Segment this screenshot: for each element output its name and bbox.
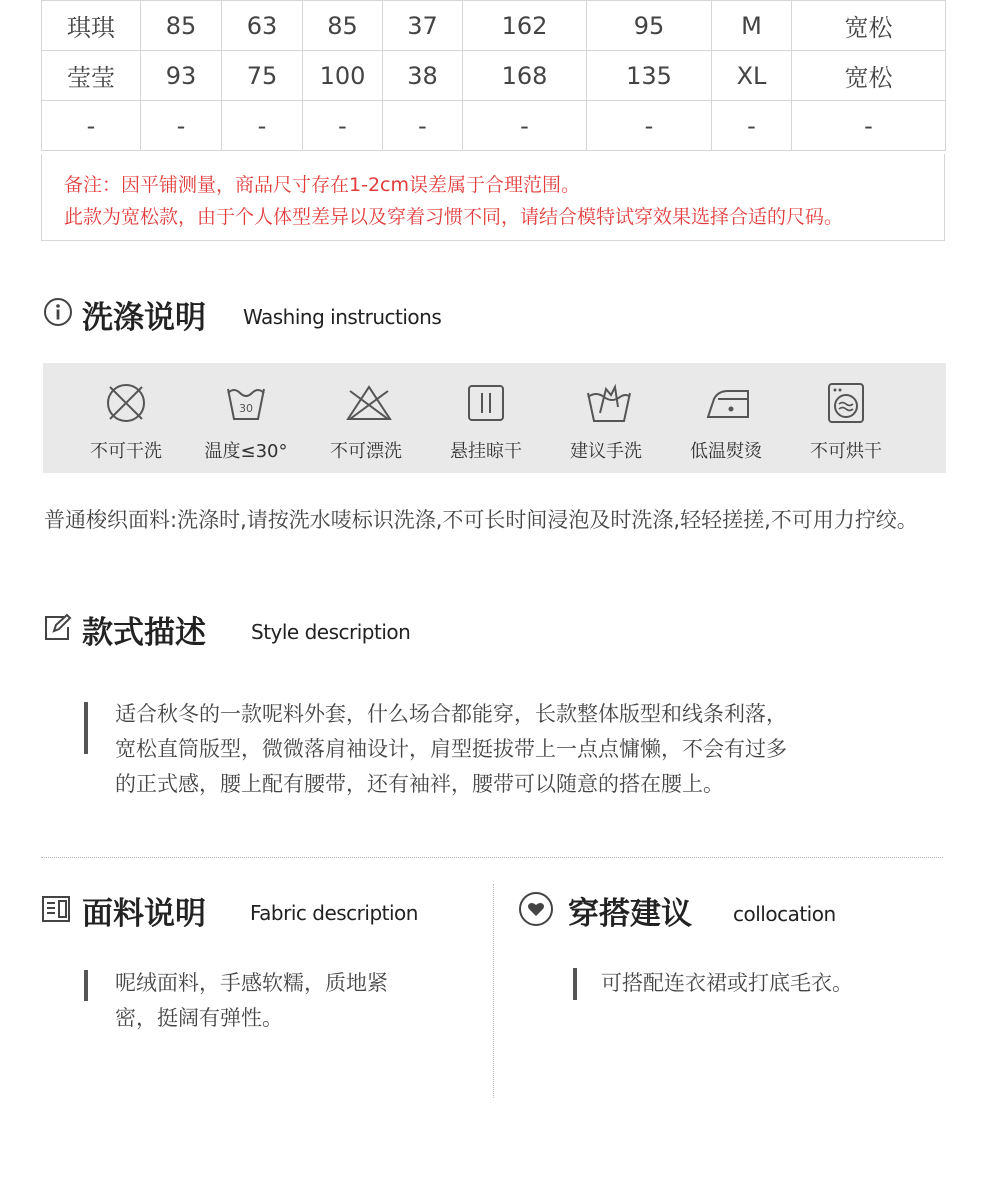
wash-label: 低温熨烫 [690, 441, 762, 462]
wash-temp-text: 30 [239, 402, 253, 415]
collocation-text [601, 966, 941, 1001]
wash-label: 不可烘干 [810, 441, 882, 462]
model-name-cell: - [42, 101, 141, 151]
size-cell: - [587, 101, 712, 151]
size-cell: XL [712, 51, 792, 101]
size-cell: 85 [141, 1, 222, 51]
no-tumble-dry-icon [824, 381, 868, 425]
low-iron-icon [704, 381, 754, 425]
column-divider [493, 884, 494, 1098]
hand-wash-icon [584, 381, 634, 425]
wash-item [186, 363, 306, 473]
style-line: 适合秋冬的一款呢料外套，什么场合都能穿，长款整体版型和线条利落， [115, 702, 787, 726]
washing-title: 洗涤说明 [82, 300, 206, 336]
size-cell: 85 [303, 1, 383, 51]
size-table [41, 0, 946, 151]
size-cell: 75 [222, 51, 303, 101]
style-line: 宽松直筒版型，微微落肩袖设计，肩型挺拔带上一点点慵懒，不会有过多 [115, 737, 787, 761]
fabric-subtitle: Fabric description [250, 901, 418, 925]
collocation-subtitle: collocation [733, 902, 836, 926]
size-cell: 63 [222, 1, 303, 51]
collocation-title: 穿搭建议 [568, 896, 692, 932]
wash-item [426, 363, 546, 473]
size-cell: - [303, 101, 383, 151]
accent-bar [84, 970, 88, 1001]
size-cell: 135 [587, 51, 712, 101]
size-cell: 162 [463, 1, 587, 51]
size-row [42, 101, 946, 151]
wash-30-icon [224, 381, 268, 425]
wash-item [666, 363, 786, 473]
wash-item [66, 363, 186, 473]
wash-label: 不可漂洗 [330, 441, 402, 462]
wash-item [546, 363, 666, 473]
size-note-line: 备注：因平铺测量，商品尺寸存在1-2cm误差属于合理范围。 [64, 174, 580, 196]
wash-label: 温度≤30° [204, 441, 288, 462]
section-divider [41, 857, 943, 858]
washing-subtitle: Washing instructions [243, 305, 442, 329]
size-cell: 93 [141, 51, 222, 101]
size-cell: 宽松 [792, 51, 946, 101]
size-row [42, 51, 946, 101]
info-icon [43, 297, 73, 327]
size-cell: 37 [383, 1, 463, 51]
fabric-title: 面料说明 [82, 896, 206, 932]
model-name-cell: 琪琪 [42, 1, 141, 51]
size-row [42, 1, 946, 51]
style-text [115, 697, 935, 802]
wash-label: 建议手洗 [570, 441, 642, 462]
style-line: 的正式感，腰上配有腰带，还有袖袢，腰带可以随意的搭在腰上。 [115, 772, 724, 796]
size-cell: - [792, 101, 946, 151]
style-subtitle: Style description [251, 620, 411, 644]
fabric-icon [41, 895, 71, 923]
fabric-line: 密，挺阔有弹性。 [115, 1006, 283, 1030]
hang-dry-icon [464, 381, 508, 425]
washing-text: 普通梭织面料:洗涤时,请按洗水唛标识洗涤,不可长时间浸泡及时洗涤,轻轻搓搓,不可用力拧绞。 [44, 508, 918, 532]
size-cell: - [383, 101, 463, 151]
wash-icons-band [43, 363, 946, 473]
wash-item [306, 363, 426, 473]
size-note-box [41, 154, 945, 241]
fabric-text [115, 966, 475, 1036]
no-bleach-icon [344, 381, 394, 425]
style-title: 款式描述 [82, 615, 206, 651]
heart-icon [518, 891, 554, 927]
no-dry-clean-icon [104, 381, 148, 425]
fabric-line: 呢绒面料，手感软糯，质地紧 [115, 971, 388, 995]
size-cell: - [222, 101, 303, 151]
size-note-line: 此款为宽松款，由于个人体型差异以及穿着习惯不同，请结合模特试穿效果选择合适的尺码。 [64, 206, 844, 228]
wash-label: 悬挂晾干 [450, 441, 522, 462]
wash-item [786, 363, 906, 473]
edit-icon [42, 613, 72, 643]
wash-label: 不可干洗 [90, 441, 162, 462]
size-cell: 38 [383, 51, 463, 101]
accent-bar [84, 702, 88, 754]
size-cell: - [712, 101, 792, 151]
accent-bar [573, 968, 577, 1000]
size-cell: M [712, 1, 792, 51]
size-cell: - [463, 101, 587, 151]
size-cell: 95 [587, 1, 712, 51]
collocation-line: 可搭配连衣裙或打底毛衣。 [601, 971, 853, 995]
model-name-cell: 莹莹 [42, 51, 141, 101]
size-cell: 100 [303, 51, 383, 101]
size-cell: 168 [463, 51, 587, 101]
size-cell: - [141, 101, 222, 151]
size-cell: 宽松 [792, 1, 946, 51]
